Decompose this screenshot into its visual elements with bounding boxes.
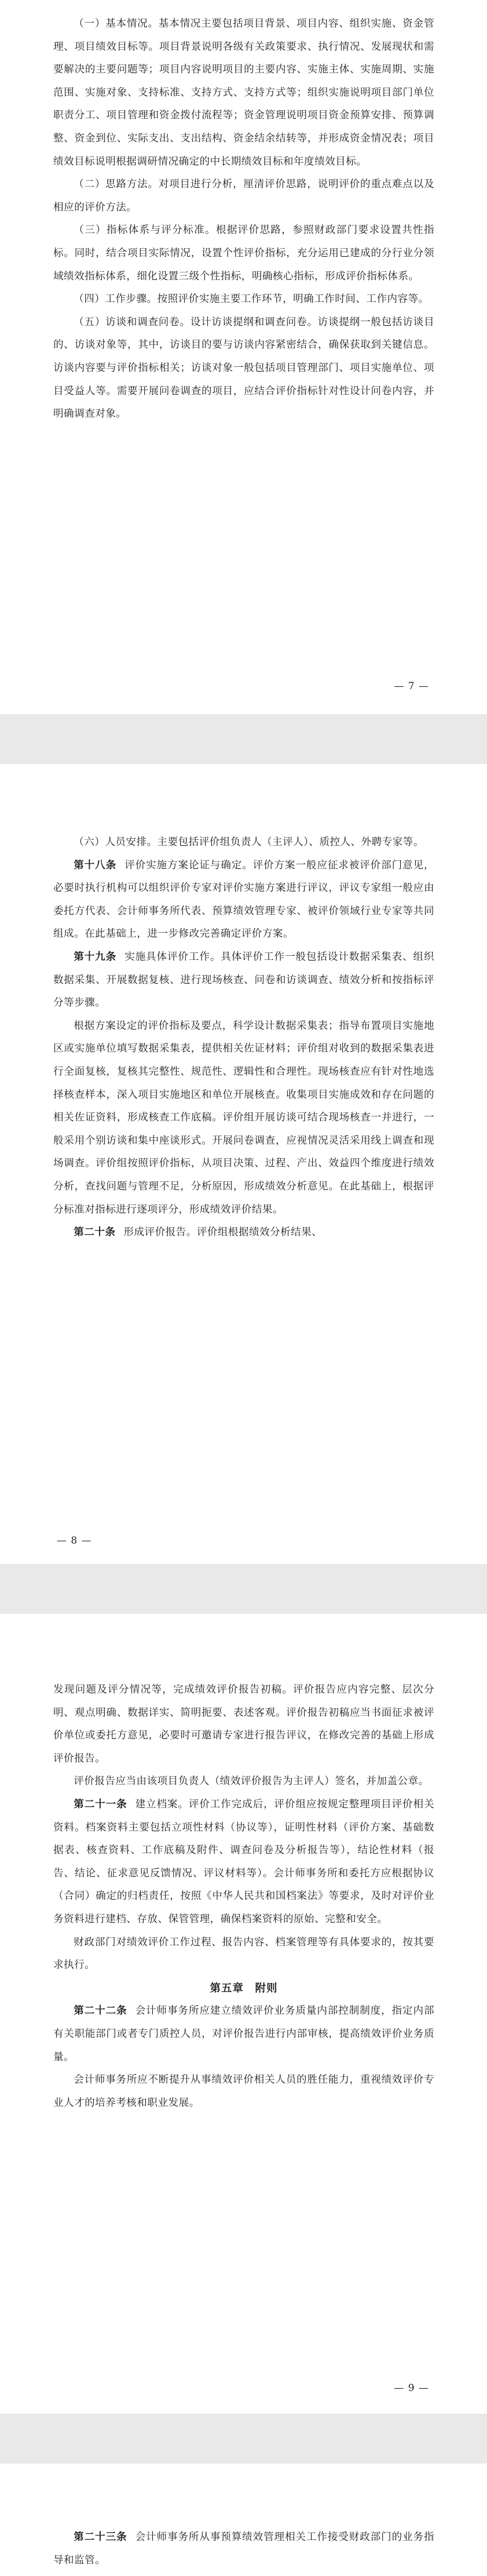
article-20 bbox=[53, 1221, 434, 1245]
paragraph-basic-situation: （一）基本情况。基本情况主要包括项目背景、项目内容、组织实施、资金管理、项目绩效目标等。项目背景说明各级有关政策要求、执行情况、发展现状和需要解决的主要问题等；项目内容说明项目的主要内容、实施主体、实施周期、实施范围、实施对象、支持标准、支持方式、支持方式等；组织实施说明项目部门单位职责分工、项目管理和资金拨付流程等；资金管理说明项目资金预算安排、预算调整、资金到位、实际支出、支出结构、资金结余结转等，并形成资金情况表；项目绩效目标说明根据调研情况确定的中长期绩效目标和年度绩效目标。 bbox=[53, 18, 434, 168]
page-10-body bbox=[53, 2526, 434, 2572]
paragraph-finance-requirements bbox=[53, 1931, 434, 1977]
paragraph-text: 财政部门对绩效评价工作过程、报告内容、档案管理等有具体要求的，按其要求执行。 bbox=[53, 1936, 434, 1971]
paragraph-report-draft bbox=[53, 1679, 434, 1770]
paragraph-interviews-questionnaires: （五）访谈和调查问卷。设计访谈提纲和调查问卷。访谈提纲一般包括访谈目的、访谈对象等，其中，访谈目的要与访谈内容紧密结合，确保获取到关键信息。访谈内容要与评价指标相关；访谈对象一般包括项目管理部门、项目实施单位、项目受益人等。需要开展问卷调查的项目，应结合评价指标针对性设计问卷内容，并明确调查对象。 bbox=[53, 316, 434, 420]
paragraph-report-signature bbox=[53, 1770, 434, 1793]
paragraph-staffing bbox=[53, 831, 434, 854]
paragraph-text: 评价报告应当由该项目负责人（绩效评价报告为主评人）签名，并加盖公章。 bbox=[74, 1775, 429, 1788]
page-number: — 8 — bbox=[57, 1535, 92, 1547]
article-number: 第二十条 bbox=[74, 1227, 116, 1239]
article-number: 第十九条 bbox=[74, 951, 117, 963]
article-18 bbox=[53, 854, 434, 946]
paragraph-competence bbox=[53, 2069, 434, 2115]
paragraph-approach: （二）思路方法。对项目进行分析，厘清评价思路，说明评价的重点难点以及相应的评价方法。 bbox=[53, 179, 434, 213]
article-text: 实施具体评价工作。具体评价工作一般包括设计数据采集表、组织数据采集、开展数据复核、进行现场核查、问卷和访谈调查、绩效分析和按指标评分等步骤。 bbox=[53, 951, 434, 1009]
article-22 bbox=[53, 2000, 434, 2069]
article-text: 评价实施方案论证与确定。评价方案一般应征求被评价部门意见，必要时执行机构可以组织评价专家对评价实施方案进行评议，评议专家组一般应由委托方代表、会计师事务所代表、预算绩效管理专家、被评价领域行业专家等共同组成。在此基础上，进一步修改完善确定评价方案。 bbox=[53, 859, 434, 940]
paragraph-data-collection bbox=[53, 1015, 434, 1221]
article-text: 会计师事务所从事预算绩效管理相关工作接受财政部门的业务指导和监管。 bbox=[53, 2531, 434, 2566]
page-7-body bbox=[53, 13, 434, 426]
page-8-body bbox=[53, 831, 434, 1245]
paragraph-text: 根据方案设定的评价指标及要点，科学设计数据采集表；指导布置项目实施地区或实施单位填写数据采集表，提供相关佐证材料；评价组对收到的数据采集表进行全面复核，复核其完整性、规范性、逻辑性和合理性。现场核查应有针对性地选择核查样本，深入项目实施地区和单位开展核查。收集项目实施成效和存在问题的相关佐证资料，形成核查工作底稿。评价组开展访谈可结合现场核查一并进行，一般采用个别访谈和集中座谈形式。开展问卷调查，应视情况灵活采用线上调查和现场调查。评价组按照评价指标，从项目决策、过程、产出、效益四个维度进行绩效分析，查找问题与管理不足，分析原因，形成绩效分析意见。在此基础上，根据评分标准对指标进行逐项评分，形成绩效评价结果。 bbox=[53, 1020, 434, 1216]
document-page-9 bbox=[0, 1614, 487, 2414]
document-page-10 bbox=[0, 2464, 487, 2576]
article-number: 第二十一条 bbox=[74, 1798, 127, 1810]
paragraph-text: 发现问题及评分情况等，完成绩效评价报告初稿。评价报告应内容完整、层次分明、观点明确、数据详实、简明扼要、表述客观。评价报告初稿应当书面征求被评价单位或委托方意见，必要时可邀请专家进行报告评议，在修改完善的基础上形成评价报告。 bbox=[53, 1684, 434, 1764]
article-23 bbox=[53, 2526, 434, 2572]
article-number: 第二十二条 bbox=[74, 2005, 127, 2017]
article-text: 会计师事务所应建立绩效评价业务质量内部控制制度，指定内部有关职能部门或者专门质控人员，对评价报告进行内部审核，提高绩效评价业务质量。 bbox=[53, 2005, 434, 2063]
paragraph-work-steps: （四）工作步骤。按照评价实施主要工作环节，明确工作时间、工作内容等。 bbox=[74, 293, 429, 305]
paragraph-indicator-system: （三）指标体系与评分标准。根据评价思路，参照财政部门要求设置共性指标。同时，结合项目实际情况，设置个性评价指标，充分运用已建成的分行业分领域绩效指标体系，细化设置三级个性指标，明确核心指标，形成评价指标体系。 bbox=[53, 224, 434, 282]
document-page-7 bbox=[0, 0, 487, 714]
article-text: 建立档案。评价工作完成后，评价组应按规定整理项目评价相关资料。档案资料主要包括立项性材料（协议等），证明性材料（评价方案、基础数据表、核查资料、工作底稿及附件、调查问卷及分析报告等），结论性材料（报告、结论、征求意见反馈情况、评议材料等）。会计师事务所和委托方应根据协议（合同）确定的归档责任，按照《中华人民共和国档案法》等要求，及时对评价业务资料进行建档、存放、保管管理，确保档案资料的原始、完整和安全。 bbox=[53, 1798, 434, 1925]
paragraph-text: （六）人员安排。主要包括评价组负责人（主评人）、质控人、外聘专家等。 bbox=[74, 836, 424, 848]
page-number: — 9 — bbox=[394, 2382, 429, 2394]
document-page-8 bbox=[0, 764, 487, 1564]
article-number: 第二十三条 bbox=[74, 2531, 127, 2543]
article-21 bbox=[53, 1793, 434, 1931]
article-number: 第十八条 bbox=[74, 859, 117, 871]
article-19 bbox=[53, 946, 434, 1015]
chapter-heading: 第五章 附则 bbox=[210, 1982, 278, 1995]
paragraph-text: 会计师事务所应不断提升从事绩效评价相关人员的胜任能力，重视绩效评价专业人才的培养考核和职业发展。 bbox=[53, 2074, 434, 2109]
page-number: — 7 — bbox=[394, 681, 429, 692]
page-9-body bbox=[53, 1679, 434, 2115]
article-text: 形成评价报告。评价组根据绩效分析结果、 bbox=[123, 1227, 323, 1239]
